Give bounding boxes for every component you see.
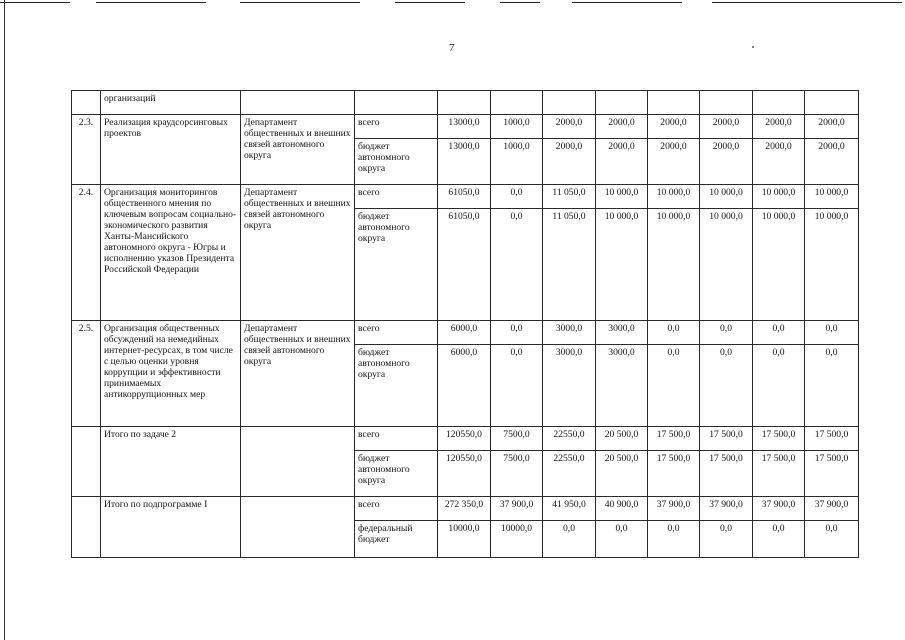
amount-cell: 20 500,0 bbox=[596, 427, 648, 451]
amount-cell: 41 950,0 bbox=[543, 497, 596, 521]
empty-cell bbox=[491, 91, 543, 115]
amount-cell: 120550,0 bbox=[438, 451, 491, 497]
task-cell: Итого по задаче 2 bbox=[101, 427, 241, 497]
amount-cell: 2000,0 bbox=[543, 139, 596, 185]
amount-cell: 13000,0 bbox=[438, 115, 491, 139]
amount-cell: 13000,0 bbox=[438, 139, 491, 185]
table-row-activity bbox=[72, 115, 859, 139]
amount-cell: 2000,0 bbox=[700, 139, 753, 185]
amount-cell: 6000,0 bbox=[438, 345, 491, 427]
amount-cell: 2000,0 bbox=[596, 139, 648, 185]
scan-speck bbox=[752, 46, 754, 48]
scan-top-edge bbox=[0, 0, 905, 7]
amount-cell: 17 500,0 bbox=[648, 427, 700, 451]
amount-cell: 10000,0 bbox=[438, 521, 491, 558]
responsible-cell bbox=[241, 427, 355, 497]
amount-cell: 0,0 bbox=[753, 521, 805, 558]
amount-cell: 2000,0 bbox=[648, 139, 700, 185]
amount-cell: 10 000,0 bbox=[753, 209, 805, 321]
funding-source-cell: всего bbox=[355, 497, 438, 521]
funding-source-cell: всего bbox=[355, 185, 438, 209]
amount-cell: 10 000,0 bbox=[648, 209, 700, 321]
table-row-total bbox=[72, 427, 859, 451]
amount-cell: 10 000,0 bbox=[805, 185, 859, 209]
amount-cell: 0,0 bbox=[753, 321, 805, 345]
funding-source-cell: бюджет автономного округа bbox=[355, 139, 438, 185]
amount-cell: 10 000,0 bbox=[700, 209, 753, 321]
amount-cell: 10 000,0 bbox=[753, 185, 805, 209]
amount-cell: 10000,0 bbox=[491, 521, 543, 558]
table-row-activity bbox=[72, 321, 859, 345]
amount-cell: 2000,0 bbox=[753, 115, 805, 139]
amount-cell: 37 900,0 bbox=[491, 497, 543, 521]
amount-cell: 0,0 bbox=[700, 321, 753, 345]
amount-cell: 2000,0 bbox=[805, 115, 859, 139]
amount-cell: 17 500,0 bbox=[805, 451, 859, 497]
empty-cell bbox=[355, 91, 438, 115]
amount-cell: 17 500,0 bbox=[753, 427, 805, 451]
scan-line bbox=[572, 2, 682, 3]
empty-cell bbox=[241, 91, 355, 115]
amount-cell: 17 500,0 bbox=[753, 451, 805, 497]
amount-cell: 10 000,0 bbox=[596, 209, 648, 321]
scan-line bbox=[712, 2, 902, 3]
empty-cell bbox=[543, 91, 596, 115]
amount-cell: 22550,0 bbox=[543, 451, 596, 497]
amount-cell: 0,0 bbox=[491, 209, 543, 321]
amount-cell: 2000,0 bbox=[648, 115, 700, 139]
amount-cell: 3000,0 bbox=[543, 345, 596, 427]
responsible-cell bbox=[241, 497, 355, 558]
empty-cell bbox=[753, 91, 805, 115]
funding-source-cell: всего bbox=[355, 321, 438, 345]
responsible-cell: Департамент общественных и внешних связей автономного округа bbox=[241, 185, 355, 321]
amount-cell: 120550,0 bbox=[438, 427, 491, 451]
amount-cell: 272 350,0 bbox=[438, 497, 491, 521]
funding-source-cell: бюджет автономного округа bbox=[355, 209, 438, 321]
amount-cell: 0,0 bbox=[648, 521, 700, 558]
amount-cell: 2000,0 bbox=[596, 115, 648, 139]
scan-line bbox=[240, 2, 360, 3]
amount-cell: 22550,0 bbox=[543, 427, 596, 451]
amount-cell: 0,0 bbox=[491, 345, 543, 427]
responsible-cell: Департамент общественных и внешних связей автономного округа bbox=[241, 115, 355, 185]
funding-source-cell: бюджет автономного округа bbox=[355, 451, 438, 497]
empty-cell bbox=[438, 91, 491, 115]
funding-source-cell: всего bbox=[355, 427, 438, 451]
amount-cell: 7500,0 bbox=[491, 451, 543, 497]
row-index-cell: 2.3. bbox=[72, 115, 101, 185]
row-index-cell bbox=[72, 427, 101, 497]
table-row-total bbox=[72, 497, 859, 521]
amount-cell: 7500,0 bbox=[491, 427, 543, 451]
amount-cell: 0,0 bbox=[543, 521, 596, 558]
row-index-cell bbox=[72, 91, 101, 115]
row-index-cell: 2.5. bbox=[72, 321, 101, 427]
task-cell: Организация мониторингов общественного мнения по ключевым вопросам социально-экономического развития Ханты-Мансийского автономного округа - Югры и исполнению указов Президента Российской Федерации bbox=[101, 185, 241, 321]
amount-cell: 3000,0 bbox=[596, 345, 648, 427]
amount-cell: 40 900,0 bbox=[596, 497, 648, 521]
amount-cell: 37 900,0 bbox=[805, 497, 859, 521]
amount-cell: 1000,0 bbox=[491, 115, 543, 139]
amount-cell: 0,0 bbox=[805, 345, 859, 427]
scan-line bbox=[395, 2, 465, 3]
amount-cell: 6000,0 bbox=[438, 321, 491, 345]
amount-cell: 3000,0 bbox=[596, 321, 648, 345]
responsible-cell: Департамент общественных и внешних связей автономного округа bbox=[241, 321, 355, 427]
amount-cell: 10 000,0 bbox=[596, 185, 648, 209]
row-index-cell: 2.4. bbox=[72, 185, 101, 321]
funding-source-cell: бюджет автономного округа bbox=[355, 345, 438, 427]
amount-cell: 10 000,0 bbox=[648, 185, 700, 209]
task-cell: Организация общественных обсуждений на немедийных интернет-ресурсах, в том числе с целью оценки уровня коррупции и эффективности принимаемых антикоррупционных мер bbox=[101, 321, 241, 427]
amount-cell: 1000,0 bbox=[491, 139, 543, 185]
row-index-cell bbox=[72, 497, 101, 558]
amount-cell: 37 900,0 bbox=[648, 497, 700, 521]
amount-cell: 20 500,0 bbox=[596, 451, 648, 497]
amount-cell: 10 000,0 bbox=[700, 185, 753, 209]
amount-cell: 17 500,0 bbox=[805, 427, 859, 451]
empty-cell bbox=[596, 91, 648, 115]
amount-cell: 37 900,0 bbox=[753, 497, 805, 521]
amount-cell: 11 050,0 bbox=[543, 185, 596, 209]
amount-cell: 61050,0 bbox=[438, 209, 491, 321]
amount-cell: 0,0 bbox=[700, 345, 753, 427]
empty-cell bbox=[648, 91, 700, 115]
amount-cell: 37 900,0 bbox=[700, 497, 753, 521]
amount-cell: 17 500,0 bbox=[648, 451, 700, 497]
funding-source-cell: всего bbox=[355, 115, 438, 139]
amount-cell: 0,0 bbox=[805, 321, 859, 345]
program-table bbox=[71, 90, 859, 558]
empty-cell bbox=[700, 91, 753, 115]
task-cell: Итого по подпрограмме I bbox=[101, 497, 241, 558]
amount-cell: 0,0 bbox=[648, 321, 700, 345]
page-number: 7 bbox=[449, 42, 455, 54]
scan-left-edge bbox=[4, 0, 5, 640]
table-row-activity bbox=[72, 185, 859, 209]
scan-line bbox=[96, 2, 206, 3]
table-body bbox=[72, 91, 859, 558]
amount-cell: 0,0 bbox=[596, 521, 648, 558]
amount-cell: 0,0 bbox=[700, 521, 753, 558]
amount-cell: 11 050,0 bbox=[543, 209, 596, 321]
amount-cell: 10 000,0 bbox=[805, 209, 859, 321]
funding-source-cell: федеральный бюджет bbox=[355, 521, 438, 558]
amount-cell: 2000,0 bbox=[753, 139, 805, 185]
task-cell: организаций bbox=[101, 91, 241, 115]
amount-cell: 0,0 bbox=[491, 185, 543, 209]
empty-cell bbox=[805, 91, 859, 115]
amount-cell: 17 500,0 bbox=[700, 427, 753, 451]
amount-cell: 3000,0 bbox=[543, 321, 596, 345]
amount-cell: 61050,0 bbox=[438, 185, 491, 209]
scan-line bbox=[500, 2, 540, 3]
amount-cell: 0,0 bbox=[805, 521, 859, 558]
amount-cell: 0,0 bbox=[648, 345, 700, 427]
amount-cell: 2000,0 bbox=[805, 139, 859, 185]
amount-cell: 2000,0 bbox=[543, 115, 596, 139]
task-cell: Реализация краудсорсинговых проектов bbox=[101, 115, 241, 185]
amount-cell: 2000,0 bbox=[700, 115, 753, 139]
amount-cell: 17 500,0 bbox=[700, 451, 753, 497]
scan-line bbox=[0, 2, 70, 3]
amount-cell: 0,0 bbox=[491, 321, 543, 345]
table-row-continuation bbox=[72, 91, 859, 115]
amount-cell: 0,0 bbox=[753, 345, 805, 427]
